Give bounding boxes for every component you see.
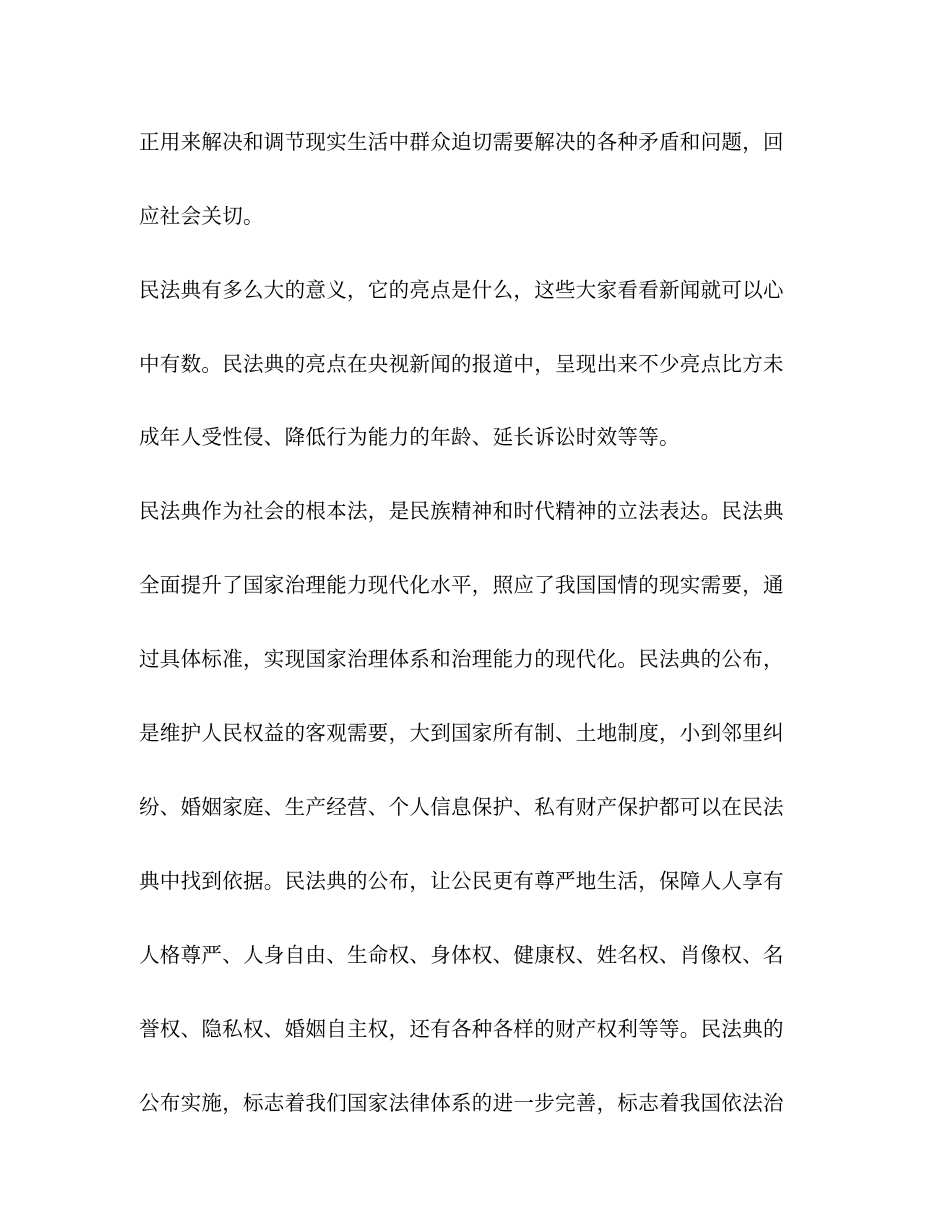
text-line: 纷、婚姻家庭、生产经营、个人信息保护、私有财产保护都可以在民法 [139,795,784,819]
text-line: 正用来解决和调节现实生活中群众迫切需要解决的各种矛盾和问题，回 [139,130,784,154]
text-line: 是维护人民权益的客观需要，大到国家所有制、土地制度，小到邻里纠 [139,721,784,745]
text-line: 公布实施，标志着我们国家法律体系的进一步完善，标志着我国依法治 [139,1091,784,1115]
text-line: 誉权、隐私权、婚姻自主权，还有各种各样的财产权利等等。民法典的 [139,1017,784,1041]
text-line: 民法典作为社会的根本法，是民族精神和时代精神的立法表达。民法典 [139,499,784,523]
text-line: 全面提升了国家治理能力现代化水平，照应了我国国情的现实需要，通 [139,573,784,597]
text-line: 应社会关切。 [139,204,264,228]
text-line: 成年人受性侵、降低行为能力的年龄、延长诉讼时效等等。 [139,425,680,449]
text-line: 典中找到依据。民法典的公布，让公民更有尊严地生活，保障人人享有 [139,869,784,893]
text-line: 人格尊严、人身自由、生命权、身体权、健康权、姓名权、肖像权、名 [139,943,784,967]
text-line: 过具体标准，实现国家治理体系和治理能力的现代化。民法典的公布， [139,647,784,671]
text-line: 中有数。民法典的亮点在央视新闻的报道中，呈现出来不少亮点比方未 [139,352,784,376]
text-line: 民法典有多么大的意义，它的亮点是什么，这些大家看看新闻就可以心 [139,278,784,302]
